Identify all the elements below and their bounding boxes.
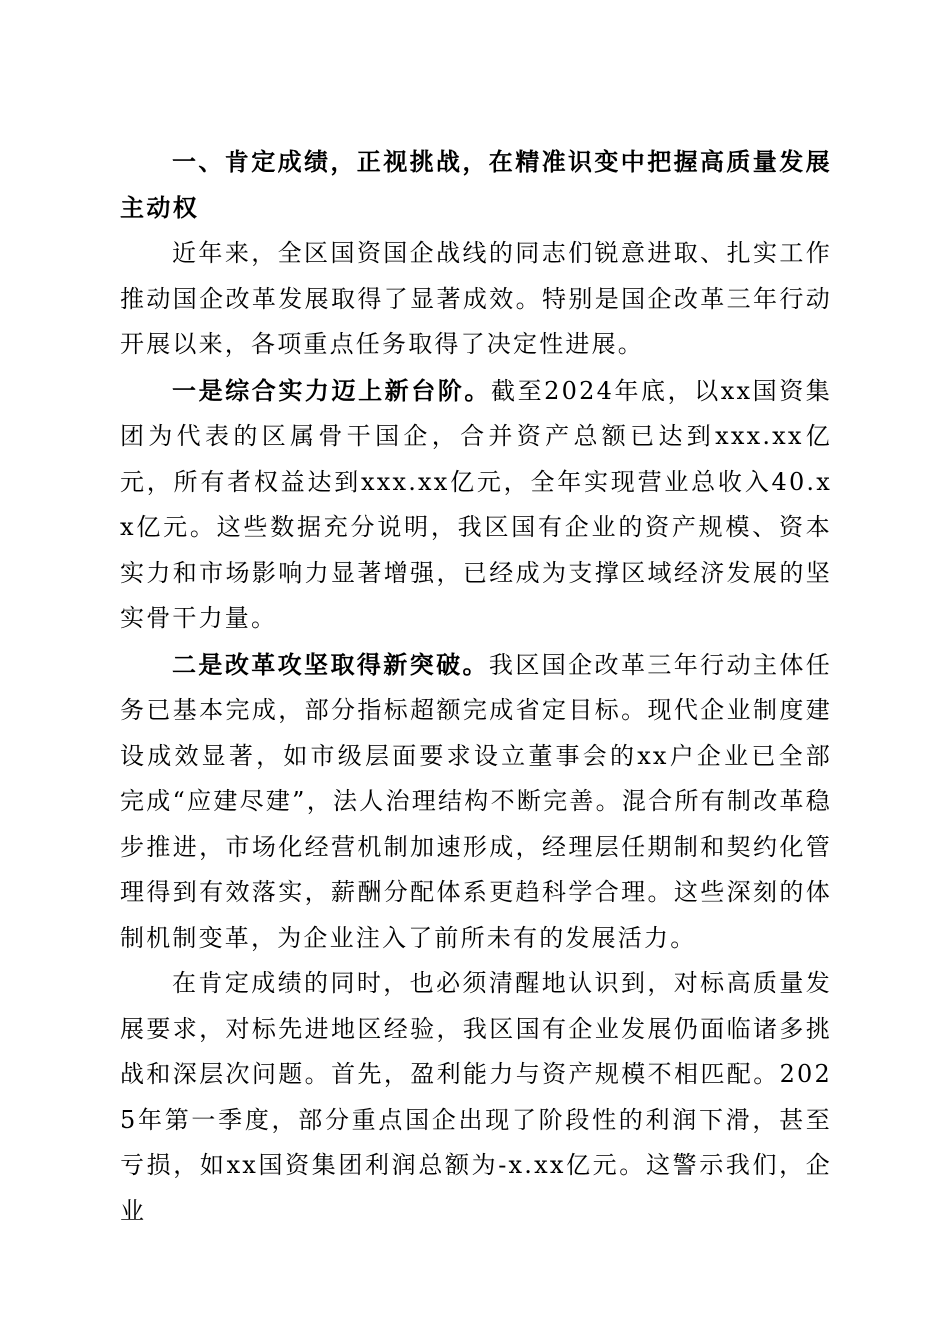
paragraph-reform: [120, 642, 832, 962]
paragraph-intro: [120, 231, 832, 368]
paragraph-lead: 一是综合实力迈上新台阶。: [172, 375, 492, 405]
document-body: [120, 140, 832, 1234]
paragraph-text: 近年来，全区国资国企战线的同志们锐意进取、扎实工作推动国企改革发展取得了显著成效。特别是国企改革三年行动开展以来，各项重点任务取得了决定性进展。: [120, 239, 832, 358]
paragraph-text: 截至2024年底，以xx国资集团为代表的区属骨干国企，合并资产总额已达到xxx.xx亿元，所有者权益达到xxx.xx亿元，全年实现营业总收入40.xx亿元。这些数据充分说明，我区国有企业的资产规模、资本实力和市场影响力显著增强，已经成为支撑区域经济发展的坚实骨干力量。: [120, 376, 832, 632]
paragraph-challenges: [120, 961, 832, 1234]
paragraph-text: 我区国企改革三年行动主体任务已基本完成，部分指标超额完成省定目标。现代企业制度建设成效显著，如市级层面要求设立董事会的xx户企业已全部完成“应建尽建”，法人治理结构不断完善。混合所有制改革稳步推进，市场化经营机制加速形成，经理层任期制和契约化管理得到有效落实，薪酬分配体系更趋科学合理。这些深刻的体制机制变革，为企业注入了前所未有的发展活力。: [120, 650, 832, 952]
paragraph-lead: 二是改革攻坚取得新突破。: [172, 649, 489, 679]
paragraph-strength: [120, 368, 832, 642]
section-heading: 一、肯定成绩，正视挑战，在精准识变中把握高质量发展主动权: [120, 148, 832, 222]
paragraph-text: 在肯定成绩的同时，也必须清醒地认识到，对标高质量发展要求，对标先进地区经验，我区国有企业发展仍面临诸多挑战和深层次问题。首先，盈利能力与资产规模不相匹配。2025年第一季度，部分重点国企出现了阶段性的利润下滑，甚至亏损，如xx国资集团利润总额为-x.xx亿元。这警示我们，企业: [120, 969, 832, 1225]
